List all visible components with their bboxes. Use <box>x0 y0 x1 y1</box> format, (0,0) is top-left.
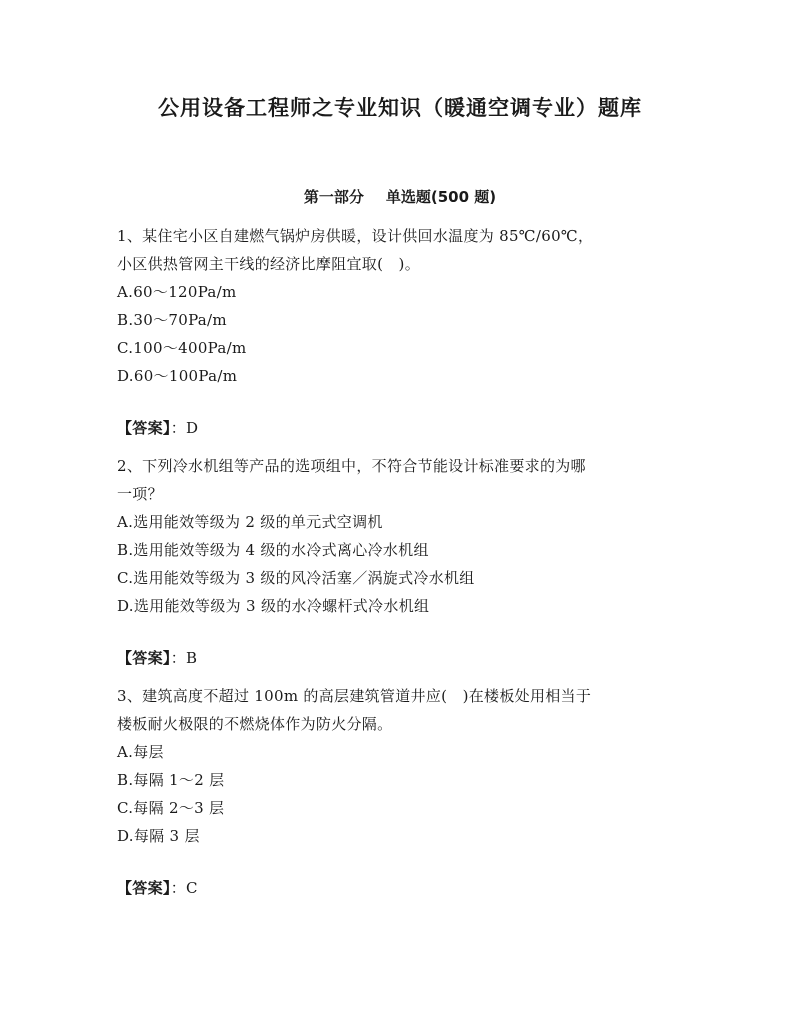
question-3-stem-line-1: 3、建筑高度不超过 100m 的高层建筑管道井应( )在楼板处用相当于 <box>117 687 592 705</box>
question-2-option-d: D.选用能效等级为 3 级的水冷螺杆式冷水机组 <box>117 597 430 615</box>
question-1-answer-value: ：D <box>170 419 199 437</box>
question-2-option-c: C.选用能效等级为 3 级的风冷活塞／涡旋式冷水机组 <box>117 569 475 587</box>
question-2-answer-label: 【答案】 <box>117 649 171 667</box>
question-2-option-b: B.选用能效等级为 4 级的水冷式离心冷水机组 <box>117 541 429 559</box>
section-name-label: 单选题(500 题) <box>385 188 497 206</box>
question-1-option-d: D.60～100Pa/m <box>117 367 238 385</box>
question-1-answer <box>117 418 198 438</box>
question-3-option-c: C.每隔 2～3 层 <box>117 799 225 817</box>
question-1-option-b: B.30～70Pa/m <box>117 311 227 329</box>
question-1-option-a: A.60～120Pa/m <box>117 283 237 301</box>
question-2-stem-line-1: 2、下列冷水机组等产品的选项组中，不符合节能设计标准要求的为哪 <box>117 457 586 475</box>
document-title: 公用设备工程师之专业知识（暖通空调专业）题库 <box>158 96 642 120</box>
section-part-label: 第一部分 <box>303 188 364 206</box>
question-3-answer-value: ：C <box>170 879 198 897</box>
question-1-option-c: C.100～400Pa/m <box>117 339 247 357</box>
question-3-option-a: A.每层 <box>117 743 164 761</box>
question-3-answer-label: 【答案】 <box>117 879 171 897</box>
question-3-option-b: B.每隔 1～2 层 <box>117 771 225 789</box>
section-heading <box>0 186 800 207</box>
question-2-stem-line-2: 一项？ <box>117 485 163 503</box>
question-2-answer-value: ：B <box>170 649 198 667</box>
question-2-answer <box>117 648 197 668</box>
question-1-stem-line-1: 1、某住宅小区自建燃气锅炉房供暖，设计供回水温度为 85℃/60℃， <box>117 227 594 245</box>
question-3-option-d: D.每隔 3 层 <box>117 827 200 845</box>
question-1-stem-line-2: 小区供热管网主干线的经济比摩阻宜取( )。 <box>117 255 421 273</box>
question-3-stem-line-2: 楼板耐火极限的不燃烧体作为防火分隔。 <box>117 715 393 733</box>
question-3-answer <box>117 878 198 898</box>
question-2-option-a: A.选用能效等级为 2 级的单元式空调机 <box>117 513 383 531</box>
question-1-answer-label: 【答案】 <box>117 419 171 437</box>
